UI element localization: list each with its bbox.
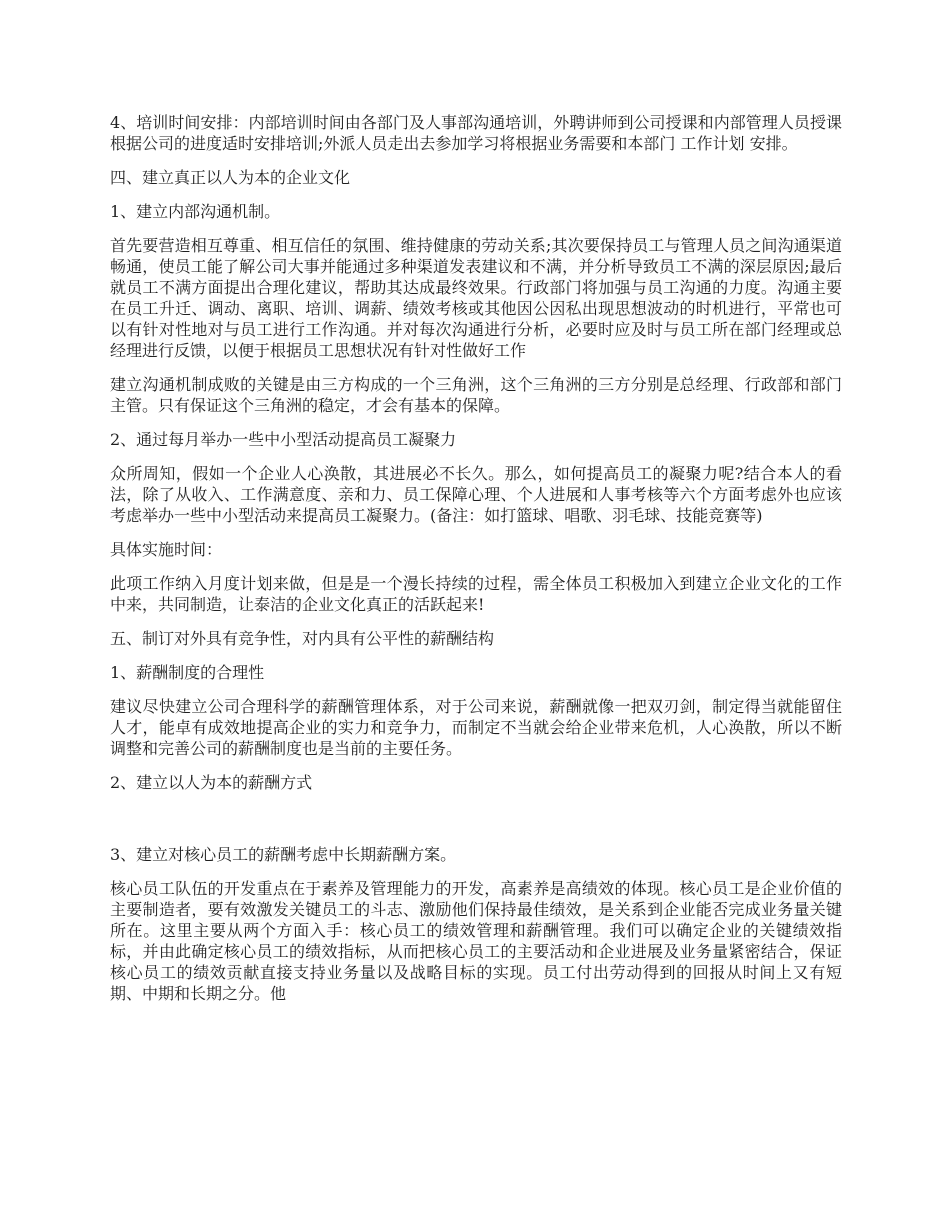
paragraph-core-employees: 核心员工队伍的开发重点在于素养及管理能力的开发，高素养是高绩效的体现。核心员工是企业价值的主要制造者，要有效激发关键员工的斗志、激励他们保持最佳绩效，是关系到企业能否完成业务量关键所在。这里主要从两个方面入手：核心员工的绩效管理和薪酬管理。我们可以确定企业的关键绩效指标，并由此确定核心员工的绩效指标，从而把核心员工的主要活动和企业进展及业务量紧密结合，保证核心员工的绩效贡献直接支持业务量以及战略目标的实现。员工付出劳动得到的回报从时间上又有短期、中期和长期之分。他: [110, 879, 842, 1003]
subheading-monthly-activities: 2、通过每月举办一些中小型活动提高员工凝聚力: [110, 430, 457, 449]
section-heading-salary-structure: 五、制订对外具有竞争性，对内具有公平性的薪酬结构: [110, 629, 495, 648]
document-page: [110, 112, 842, 1017]
subheading-internal-communication: 1、建立内部沟通机制。: [110, 202, 281, 221]
subheading-people-oriented-salary: 2、建立以人为本的薪酬方式: [110, 773, 313, 792]
label-implementation-time: 具体实施时间：: [110, 540, 223, 559]
paragraph-salary-system: 建议尽快建立公司合理科学的薪酬管理体系，对于公司来说，薪酬就像一把双刃剑，制定得当就能留住人才，能卓有成效地提高企业的实力和竞争力，而制定不当就会给企业带来危机，人心涣散，所以不断调整和完善公司的薪酬制度也是当前的主要任务。: [110, 697, 842, 758]
subheading-salary-rationality: 1、薪酬制度的合理性: [110, 663, 265, 682]
section-heading-corporate-culture: 四、建立真正以人为本的企业文化: [110, 168, 351, 187]
paragraph-communication-details: 首先要营造相互尊重、相互信任的氛围、维持健康的劳动关系;其次要保持员工与管理人员之间沟通渠道畅通，使员工能了解公司大事并能通过多种渠道发表建议和不满，并分析导致员工不满的深层原因;最后就员工不满方面提出合理化建议，帮助其达成最终效果。行政部门将加强与员工沟通的力度。沟通主要在员工升迁、调动、离职、培训、调薪、绩效考核或其他因公因私出现思想波动的时机进行，平常也可以有针对性地对与员工进行工作沟通。并对每次沟通进行分析，必要时应及时与员工所在部门经理或总经理进行反馈，以便于根据员工思想状况有针对性做好工作: [110, 236, 842, 360]
paragraph-communication-triangle: 建立沟通机制成败的关键是由三方构成的一个三角洲，这个三角洲的三方分别是总经理、行政部和部门主管。只有保证这个三角洲的稳定，才会有基本的保障。: [110, 375, 842, 415]
subheading-core-employee-salary: 3、建立对核心员工的薪酬考虑中长期薪酬方案。: [110, 845, 457, 864]
paragraph-training-schedule: 4、培训时间安排：内部培训时间由各部门及人事部沟通培训，外聘讲师到公司授课和内部管理人员授课根据公司的进度适时安排培训;外派人员走出去参加学习将根据业务需要和本部门 工作计划 安排。: [110, 113, 842, 153]
blank-spacer: [110, 806, 842, 844]
paragraph-implementation: 此项工作纳入月度计划来做，但是是一个漫长持续的过程，需全体员工积极加入到建立企业文化的工作中来，共同制造，让泰洁的企业文化真正的活跃起来!: [110, 574, 842, 614]
paragraph-cohesion: 众所周知，假如一个企业人心涣散，其进展必不长久。那么，如何提高员工的凝聚力呢?结合本人的看法，除了从收入、工作满意度、亲和力、员工保障心理、个人进展和人事考核等六个方面考虑外也应该考虑举办一些中小型活动来提高员工凝聚力。(备注：如打篮球、唱歌、羽毛球、技能竞赛等): [110, 464, 842, 525]
